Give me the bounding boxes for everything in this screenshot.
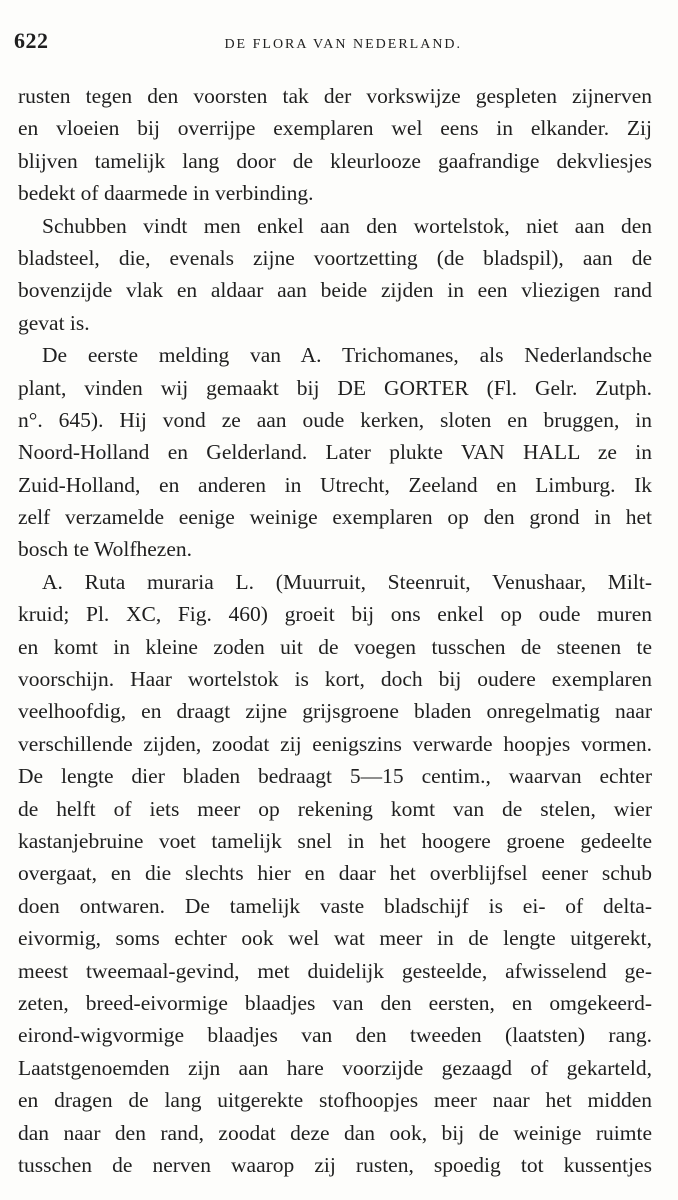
text-line: voorschijn. Haar wortelstok is kort, doch bij oudere exemplaren — [18, 667, 652, 692]
text-line: kastanjebruine voet tamelijk snel in het hoogere groene gedeelte — [18, 828, 652, 853]
text-line: meest tweemaal-gevind, met duidelijk gesteelde, afwisselend ge- — [18, 958, 652, 983]
paragraph — [18, 210, 652, 340]
text-line: en vloeien bij overrijpe exemplaren wel eens in elkander. Zij — [18, 116, 652, 141]
text-line: kruid; Pl. XC, Fig. 460) groeit bij ons enkel op oude muren — [18, 602, 652, 627]
text-line: De lengte dier bladen bedraagt 5—15 centim., waarvan echter — [18, 764, 652, 789]
body-text — [18, 80, 652, 1181]
text-line: veelhoofdig, en draagt zijne grijsgroene bladen onregelmatig naar — [18, 699, 652, 724]
text-line: bosch te Wolfhezen. — [18, 537, 192, 562]
text-line: overgaat, en die slechts hier en daar het overblijfsel eener schub — [18, 861, 652, 886]
text-line: Laatstgenoemden zijn aan hare voorzijde gezaagd of gekarteld, — [18, 1055, 652, 1080]
page-number: 622 — [14, 28, 49, 53]
text-line: Schubben vindt men enkel aan den wortelstok, niet aan den — [42, 213, 652, 238]
text-line: rusten tegen den voorsten tak der vorkswijze gespleten zijnerven — [18, 84, 652, 108]
text-line: blijven tamelijk lang door de kleurlooze gaafrandige dekvliesjes — [18, 148, 652, 173]
text-line: Zuid-Holland, en anderen in Utrecht, Zeeland en Limburg. Ik — [18, 472, 652, 497]
paragraph — [18, 339, 652, 566]
text-line: dan naar den rand, zoodat deze dan ook, bij de weinige ruimte — [18, 1120, 652, 1145]
text-line: plant, vinden wij gemaakt bij DE GORTER (Fl. Gelr. Zutph. — [18, 375, 652, 400]
text-line: doen ontwaren. De tamelijk vaste bladschijf is ei- of delta- — [18, 893, 652, 918]
text-line: gevat is. — [18, 310, 90, 335]
text-line: en komt in kleine zoden uit de voegen tusschen de steenen te — [18, 634, 652, 659]
text-line: verschillende zijden, zoodat zij eenigszins verwarde hoopjes vormen. — [18, 731, 652, 756]
text-line: bovenzijde vlak en aldaar aan beide zijden in een vliezigen rand — [18, 278, 652, 303]
text-line: A. Ruta muraria L. (Muurruit, Steenruit, Venushaar, Milt- — [42, 569, 652, 594]
text-line: bladsteel, die, evenals zijne voortzetting (de bladspil), aan de — [18, 245, 652, 270]
text-line: de helft of iets meer op rekening komt van de stelen, wier — [18, 796, 652, 821]
text-line: De eerste melding van A. Trichomanes, als Nederlandsche — [42, 343, 652, 368]
page-header — [14, 28, 654, 58]
text-line: zelf verzamelde eenige weinige exemplaren op den grond in het — [18, 505, 652, 530]
text-line: eirond-wigvormige blaadjes van den tweeden (laatsten) rang. — [18, 1023, 652, 1048]
paragraph — [18, 566, 652, 1181]
paragraph — [18, 80, 652, 210]
text-line: Noord-Holland en Gelderland. Later plukte VAN HALL ze in — [18, 440, 652, 465]
text-line: n°. 645). Hij vond ze aan oude kerken, sloten en bruggen, in — [18, 407, 652, 432]
running-title: DE FLORA VAN NEDERLAND. — [224, 37, 463, 52]
text-line: eivormig, soms echter ook wel wat meer in de lengte uitgerekt, — [18, 926, 652, 951]
text-line: tusschen de nerven waarop zij rusten, spoedig tot kussentjes — [18, 1152, 652, 1177]
text-line: zeten, breed-eivormige blaadjes van den eersten, en omgekeerd- — [18, 990, 652, 1015]
text-line: bedekt of daarmede in verbinding. — [18, 181, 314, 206]
text-line: en dragen de lang uitgerekte stofhoopjes meer naar het midden — [18, 1088, 652, 1113]
